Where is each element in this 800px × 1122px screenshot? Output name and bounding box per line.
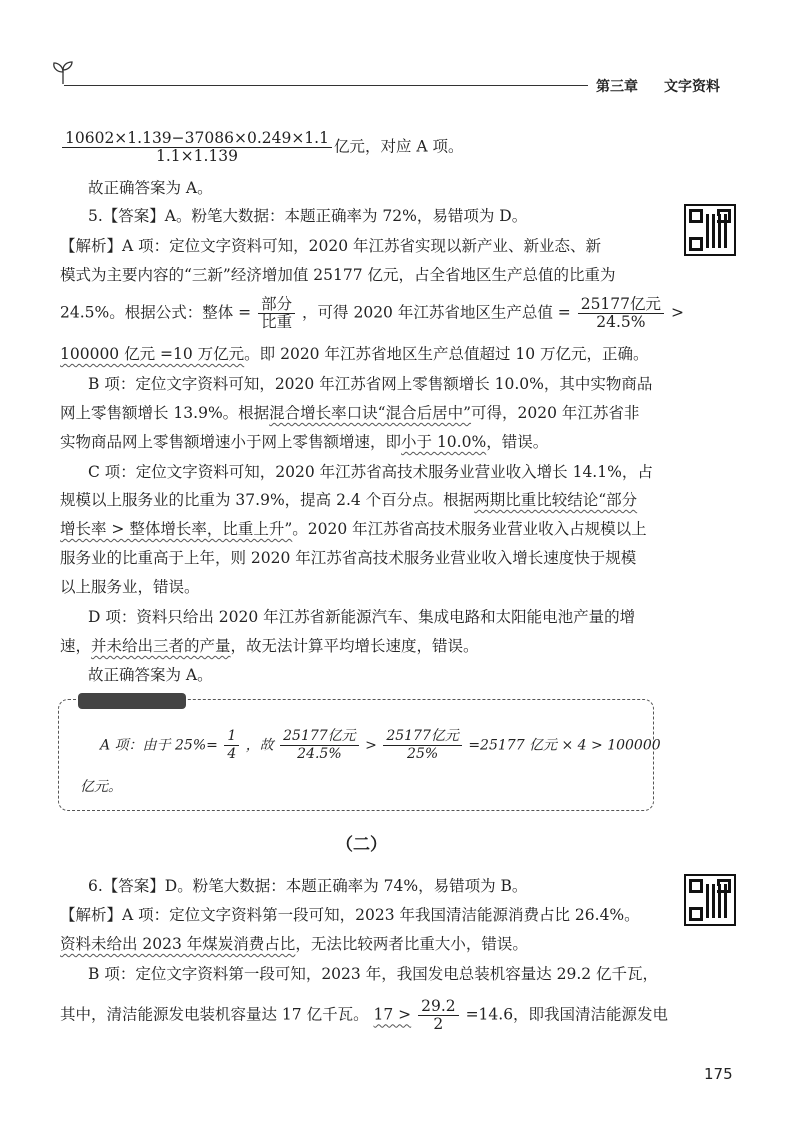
q5-c-4: 服务业的比重高于上年，则 2020 年江苏省高技术服务业营业收入增长速度快于规模	[60, 549, 637, 567]
calc-line: $\frac{10602\times 1.139-37086\times 0.249\times 1.1}{1.1\times 1.139}$ 亿元，对应 A 项。	[60, 130, 464, 165]
q6-analysis-1: 【解析】A 项：定位文字资料第一段可知，2023 年我国清洁能源消费占比 26.4%。	[60, 906, 640, 924]
qr-code-icon	[684, 874, 736, 926]
q5-conclusion: 故正确答案为 A。	[88, 666, 213, 684]
conclusion-1: 故正确答案为 A。	[88, 179, 213, 197]
q5-analysis-4: 100000 亿元 =10 万亿元。即 2020 年江苏省地区生产总值超过 10 万亿元，正确。	[60, 345, 649, 363]
q5-b-1: B 项：定位文字资料可知，2020 年江苏省网上零售额增长 10.0%，其中实物商品	[88, 375, 653, 393]
qr-code-icon	[684, 204, 736, 256]
q5-formula-line: 24.5%。根据公式：整体 = $\frac{\text{部分}}{\text{比重}}$ ，可得 2020 年江苏省地区生产总值 = $\frac{\text{25177亿元}}{24.5\%}$ >	[60, 295, 684, 331]
q5-b-3: 实物商品网上零售额增速小于网上零售额增速，即小于 10.0%，错误。	[60, 433, 549, 451]
leaf-logo-icon	[48, 58, 78, 88]
q5-c-3: 增长率 > 整体增长率，比重上升”。2020 年江苏省高技术服务业营业收入占规模以上	[60, 520, 647, 538]
tip-label-badge	[78, 693, 186, 709]
tip-line-1: A 项：由于 25%= $\frac{1}{4}$ ，故 $\frac{\text{25177亿元}}{24.5\%}$ > $\frac{\text{25177亿元}}{25\%}$ =25177 亿元 × 4 > 100000	[100, 728, 661, 762]
calc-fraction: $\frac{10602\times 1.139-37086\times 0.249\times 1.1}{1.1\times 1.139}$	[62, 130, 332, 165]
q5-c-5: 以上服务业，错误。	[60, 578, 200, 596]
q6-b-1: B 项：定位文字资料第一段可知，2023 年，我国发电总装机容量达 29.2 亿千瓦，	[88, 965, 659, 983]
q5-analysis-1: 【解析】A 项：定位文字资料可知，2020 年江苏省实现以新产业、新业态、新	[60, 237, 601, 255]
section-title: （二）	[336, 835, 387, 855]
q5-answer: 5.【答案】A。粉笔大数据：本题正确率为 72%，易错项为 D。	[88, 207, 528, 225]
q5-d-1: D 项：资料只给出 2020 年江苏省新能源汽车、集成电路和太阳能电池产量的增	[88, 608, 636, 626]
q6-analysis-2: 资料未给出 2023 年煤炭消费占比，无法比较两者比重大小，错误。	[60, 935, 528, 953]
formula-fraction-2: $\frac{\text{25177亿元}}{24.5\%}$	[578, 296, 664, 331]
chapter-title: 文字资料	[664, 79, 720, 95]
q6-answer: 6.【答案】D。粉笔大数据：本题正确率为 74%，易错项为 B。	[88, 877, 528, 895]
header-rule	[64, 85, 588, 86]
page-number: 175	[704, 1065, 733, 1083]
formula-fraction: $\frac{\text{部分}}{\text{比重}}$	[258, 296, 295, 331]
q5-c-2: 规模以上服务业的比重为 37.9%，提高 2.4 个百分点。根据两期比重比较结论“部分	[60, 491, 638, 509]
q5-c-1: C 项：定位文字资料可知，2020 年江苏省高技术服务业营业收入增长 14.1%，占	[88, 463, 653, 481]
q5-b-2: 网上零售额增长 13.9%。根据混合增长率口诀“混合后居中”可得，2020 年江苏省非	[60, 404, 640, 422]
tip-line-2: 亿元。	[80, 779, 122, 795]
q5-analysis-2: 模式为主要内容的“三新”经济增加值 25177 亿元，占全省地区生产总值的比重为	[60, 266, 616, 284]
chapter-label: 第三章	[596, 79, 638, 95]
q5-d-2: 速，并未给出三者的产量，故无法计算平均增长速度，错误。	[60, 637, 479, 655]
q6-b-2: 其中，清洁能源发电装机容量达 17 亿千瓦。 17 > $\frac{29.2}{2}$ =14.6，即我国清洁能源发电	[60, 997, 669, 1033]
